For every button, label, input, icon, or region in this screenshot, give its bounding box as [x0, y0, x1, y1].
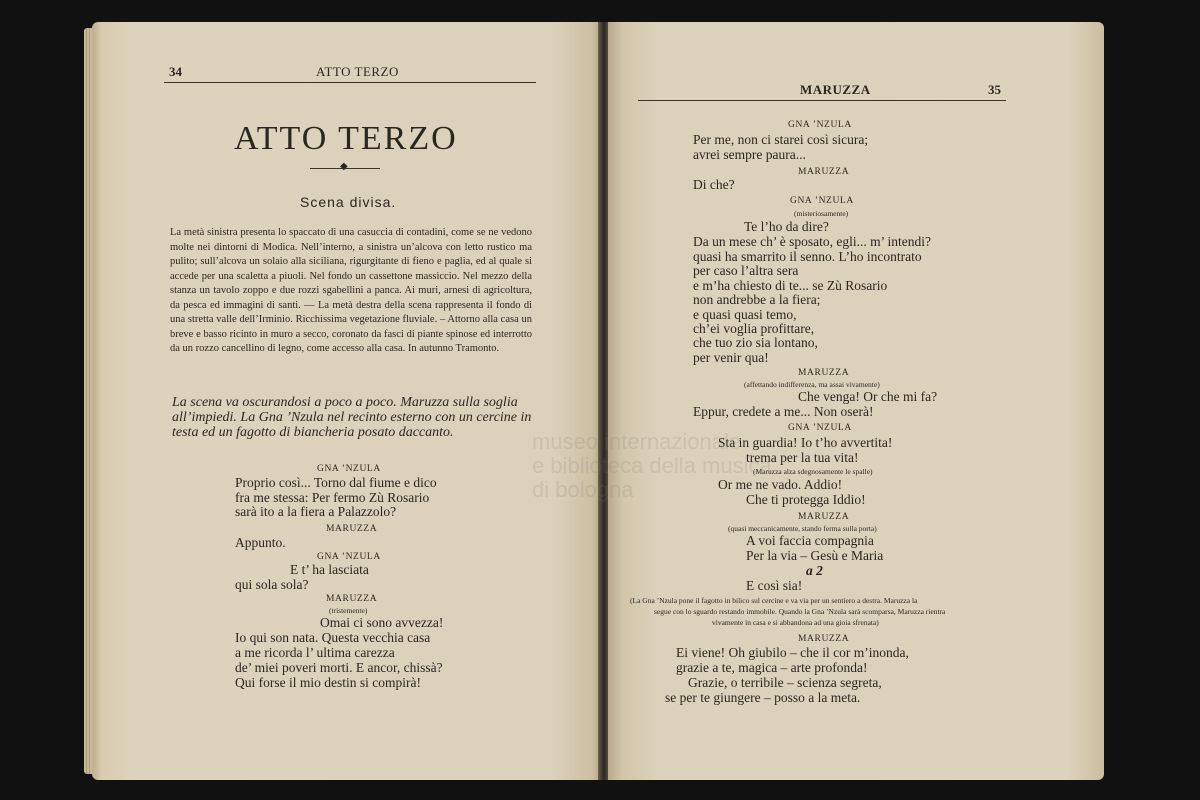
italic-stage-direction: La scena va oscurandosi a poco a poco. Maruzza sulla soglia all’impiedi. La Gna ’Nzula nel recinto esterno con un cercine in testa ed un fagotto di biancheria posato daccanto. — [172, 395, 532, 440]
verse-line: Grazie, o terribile – scienza segreta, — [688, 675, 882, 690]
header-rule — [164, 82, 536, 83]
verse-line: per venir qua! — [693, 350, 769, 365]
verse-line: Ei viene! Oh giubilo – che il cor m’inonda, — [676, 645, 909, 660]
right-running-head: MARUZZA — [800, 82, 871, 97]
right-page — [608, 22, 1104, 780]
watermark-line: museo internazionale — [532, 429, 742, 454]
verse-line: qui sola sola? — [235, 577, 309, 592]
speaker-label: MARUZZA — [326, 524, 378, 534]
speaker-label: GNA ’NZULA — [788, 120, 852, 130]
speaker-label: GNA ’NZULA — [317, 552, 381, 562]
stage-direction: segue con lo sguardo restando immobile. Quando la Gna ’Nzula sarà scomparsa, Maruzza rientra — [654, 607, 946, 616]
verse-line: quasi ha smarrito il senno. L’ho incontrato — [693, 249, 922, 264]
verse-line: a me ricorda l’ ultima carezza — [235, 645, 395, 660]
scene-description: La metà sinistra presenta lo spaccato di una casuccia di contadini, come se ne vedono molte nei dintorni di Modica. Nell’interno, a sinistra un’alcova con letto rustico ma pulito; sull’alcova un solaio alla siciliana, rigurgitante di fieno e paglia, ed al quale si accede per una scaletta a piuoli. Nel fondo un cassettone massiccio. Nel mezzo della stanza un tavolo zoppo e due rozzi sgabellini a panca. Ai muri, arnesi di agricoltura, da pesca ed immagini di santi. — La metà destra della scena rappresenta il fondo di una stretta valle dell’Irminio. Ricchissima vegetazione fluviale. – Attorno alla casa un breve e basso ricinto in muro a secco, coronato da fasci di piante spinose ed interrotto da un rozzo cancellino di legno, come accesso alla casa. In autunno Tramonto. — [170, 227, 532, 354]
verse-line: per caso l’altra sera — [693, 263, 799, 278]
verse-line: non andrebbe a la fiera; — [693, 292, 821, 307]
verse-line: Per la via – Gesù e Maria — [746, 548, 884, 563]
verse-line: Eppur, credete a me... Non oserà! — [693, 404, 874, 419]
verse-line: Qui forse il mio destin si compirà! — [235, 675, 421, 690]
verse-line: Da un mese ch’ è sposato, egli... m’ intendi? — [693, 234, 931, 249]
verse-line: fra me stessa: Per fermo Zù Rosario — [235, 490, 430, 505]
act-title: ATTO TERZO — [234, 120, 458, 157]
speaker-label: MARUZZA — [798, 368, 850, 378]
ensemble-marker: a 2 — [806, 563, 823, 578]
speaker-label: GNA ’NZULA — [790, 196, 854, 206]
stage-direction: (tristemente) — [329, 606, 368, 615]
stage-direction: (affettando indifferenza, ma assai vivamente) — [744, 380, 880, 389]
verse-line: Sta in guardia! Io t’ho avvertita! — [718, 435, 893, 450]
verse-line: e m’ha chiesto di te... se Zù Rosario — [693, 278, 888, 293]
verse-line: Io qui son nata. Questa vecchia casa — [235, 630, 431, 645]
left-page — [92, 22, 600, 780]
verse-line: Or me ne vado. Addio! — [718, 477, 843, 492]
verse-line: ch’ei voglia profittare, — [693, 321, 815, 336]
speaker-label: MARUZZA — [798, 512, 850, 522]
verse-line: E così sia! — [746, 578, 803, 593]
speaker-label: MARUZZA — [798, 634, 850, 644]
verse-line: Te l’ho da dire? — [744, 219, 829, 234]
scene-subtitle: Scena divisa. — [300, 194, 397, 210]
verse-line: E t’ ha lasciata — [290, 562, 369, 577]
verse-line: Proprio così... Torno dal fiume e dico — [235, 475, 437, 490]
verse-line: Appunto. — [235, 535, 286, 550]
speaker-label: MARUZZA — [326, 594, 378, 604]
stage-direction: (misteriosamente) — [794, 209, 849, 218]
verse-line: Che venga! Or che mi fa? — [798, 389, 938, 404]
watermark-line: di bologna — [532, 477, 634, 502]
stage-direction: (Maruzza alza sdegnosamente le spalle) — [753, 467, 873, 476]
verse-line: grazie a te, magica – arte profonda! — [676, 660, 868, 675]
stage-direction: (La Gna ’Nzula pone il fagotto in bilico sul cercine e va via per un sentiero a destra. Maruzza la — [630, 596, 918, 605]
left-running-head: ATTO TERZO — [316, 64, 399, 79]
verse-line: Di che? — [693, 177, 735, 192]
right-page-number: 35 — [988, 82, 1001, 97]
verse-line: avrei sempre paura... — [693, 147, 806, 162]
verse-line: e quasi quasi temo, — [693, 307, 797, 322]
watermark-line: e biblioteca della musica — [532, 453, 772, 478]
verse-line: Che ti protegga Iddio! — [746, 492, 866, 507]
verse-line: se per te giungere – posso a la meta. — [665, 690, 861, 705]
ornament-icon: ◆ — [340, 161, 348, 172]
verse-line: trema per la tua vita! — [746, 450, 859, 465]
stage-direction: (quasi meccanicamente, stando ferma sulla porta) — [728, 524, 877, 533]
verse-line: sarà ito a la fiera a Palazzolo? — [235, 504, 397, 519]
left-page-number: 34 — [169, 64, 182, 79]
watermark — [532, 430, 772, 502]
speaker-label: GNA ’NZULA — [317, 464, 381, 474]
verse-line: Per me, non ci starei così sicura; — [693, 132, 869, 147]
header-rule — [638, 100, 1006, 101]
verse-line: che tuo zio sia lontano, — [693, 335, 818, 350]
speaker-label: MARUZZA — [798, 167, 850, 177]
verse-line: A voi faccia compagnia — [746, 533, 874, 548]
open-book — [92, 22, 1104, 780]
verse-line: Omai ci sono avvezza! — [320, 615, 444, 630]
speaker-label: GNA ’NZULA — [788, 423, 852, 433]
stage-direction: vivamente in casa e si abbandona ad una gioia sfrenata) — [712, 618, 879, 627]
verse-line: de’ miei poveri morti. E ancor, chissà? — [235, 660, 443, 675]
